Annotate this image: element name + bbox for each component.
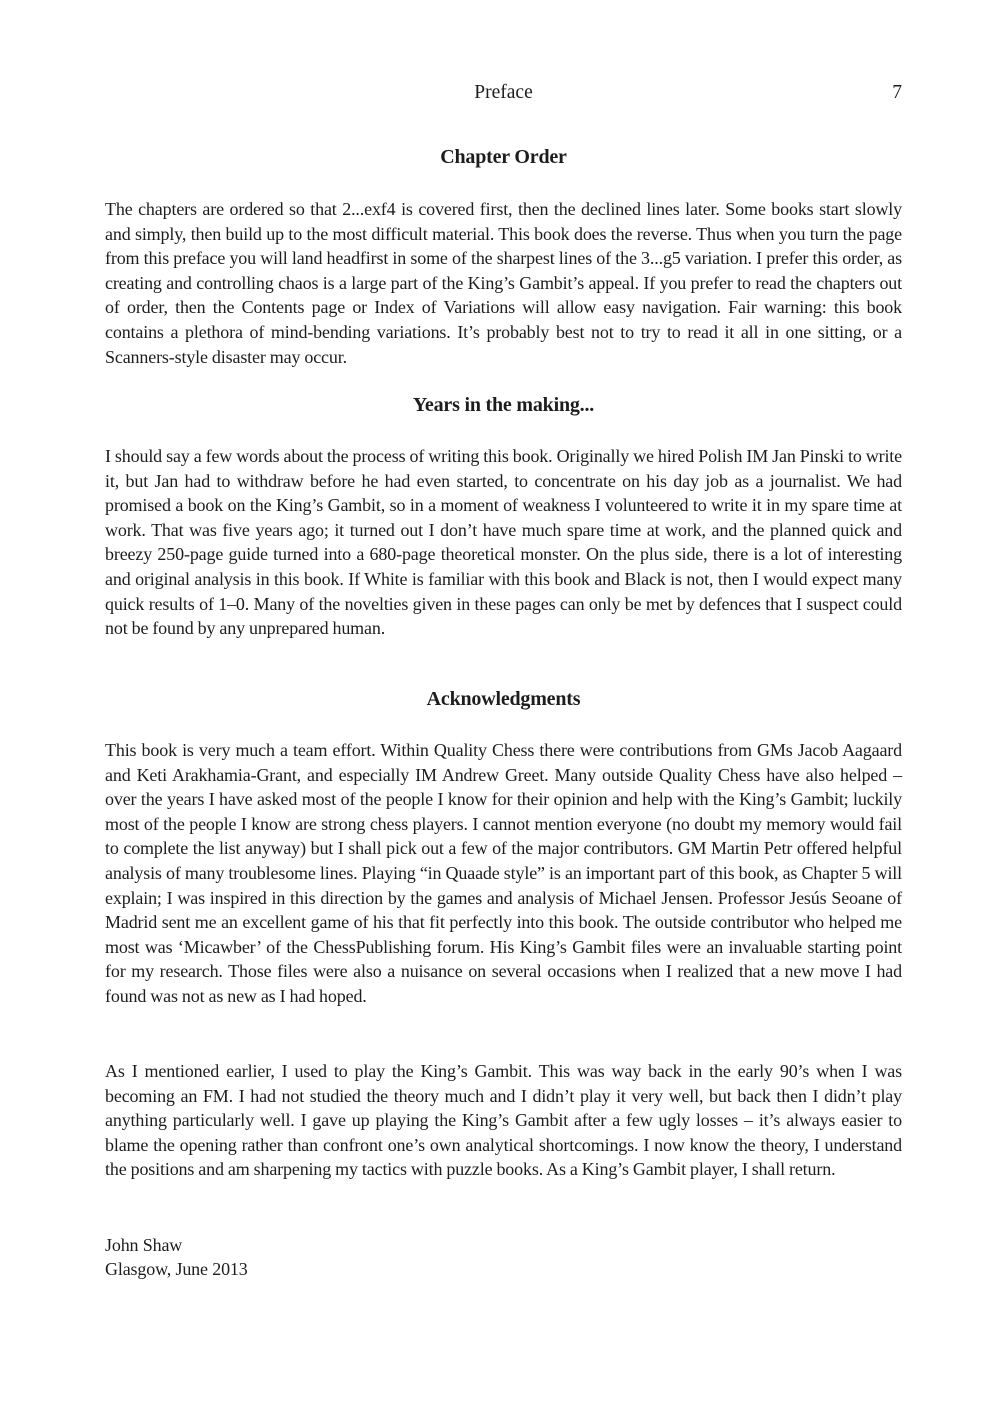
book-page (105, 0, 902, 1419)
running-head (105, 82, 902, 108)
page-number: 7 (892, 82, 902, 103)
paragraph-chapter-order: The chapters are ordered so that 2...exf4 is covered first, then the declined lines later. Some books start slowly and simply, then build up to the most difficult material. This book does the reverse. Thus when you turn the page from this preface you will land headfirst in some of the sharpest lines of the 3...g5 variation. I prefer this order, as creating and controlling chaos is a large part of the King’s Gambit’s appeal. If you prefer to read the chapters out of order, then the Contents page or Index of Variations will allow easy navigation. Fair warning: this book contains a plethora of mind-bending variations. It’s probably best not to try to read it all in one sitting, or a Scanners-style disaster may occur. (105, 199, 902, 367)
paragraph-acknowledgments-2: As I mentioned earlier, I used to play the King’s Gambit. This was way back in the early 90’s when I was becoming an FM. I had not studied the theory much and I didn’t play it very well, but back then I didn’t play anything particularly well. I gave up playing the King’s Gambit after a few ugly losses – it’s always easier to blame the opening rather than confront one’s own analytical shortcomings. I now know the theory, I understand the positions and am sharpening my tactics with puzzle books. As a King’s Gambit player, I shall return. (105, 1061, 902, 1180)
section-heading-years-in-the-making: Years in the making... (412, 394, 595, 416)
signature-name: John Shaw (105, 1235, 183, 1255)
paragraph-years-in-the-making: I should say a few words about the process of writing this book. Originally we hired Polish IM Jan Pinski to write it, but Jan had to withdraw before he had even started, to concentrate on his day job as a journalist. We had promised a book on the King’s Gambit, so in a moment of weakness I volunteered to write it in my spare time at work. That was five years ago; it turned out I don’t have much spare time at work, and the planned quick and breezy 250-page guide turned into a 680-page theoretical monster. On the plus side, there is a lot of interesting and original analysis in this book. If White is familiar with this book and Black is not, then I would expect many quick results of 1–0. Many of the novelties given in these pages can only be met by defences that I suspect could not be found by any unprepared human. (105, 446, 902, 639)
section-heading-acknowledgments: Acknowledgments (426, 688, 581, 710)
paragraph-acknowledgments-1: This book is very much a team effort. Within Quality Chess there were contributions from GMs Jacob Aagaard and Keti Arakhamia-Grant, and especially IM Andrew Greet. Many outside Quality Chess have also helped – over the years I have asked most of the people I know for their opinion and help with the King’s Gambit; luckily most of the people I know are strong chess players. I cannot mention everyone (no doubt my memory would fail to complete the list anyway) but I shall pick out a few of the major contributors. GM Martin Petr offered helpful analysis of many troublesome lines. Playing “in Quaade style” is an important part of this book, as Chapter 5 will explain; I was inspired in this direction by the games and analysis of Michael Jensen. Professor Jesús Seoane of Madrid sent me an excellent game of his that fit perfectly into this book. The outside contributor who helped me most was ‘Micawber’ of the ChessPublishing forum. His King’s Gambit files were an invaluable starting point for my research. Those files were also a nuisance on several occasions when I realized that a new move I had found was not as new as I had hoped. (105, 740, 902, 1006)
section-heading-chapter-order: Chapter Order (440, 146, 567, 168)
signature-place-date: Glasgow, June 2013 (105, 1259, 248, 1279)
running-title: Preface (474, 82, 533, 103)
